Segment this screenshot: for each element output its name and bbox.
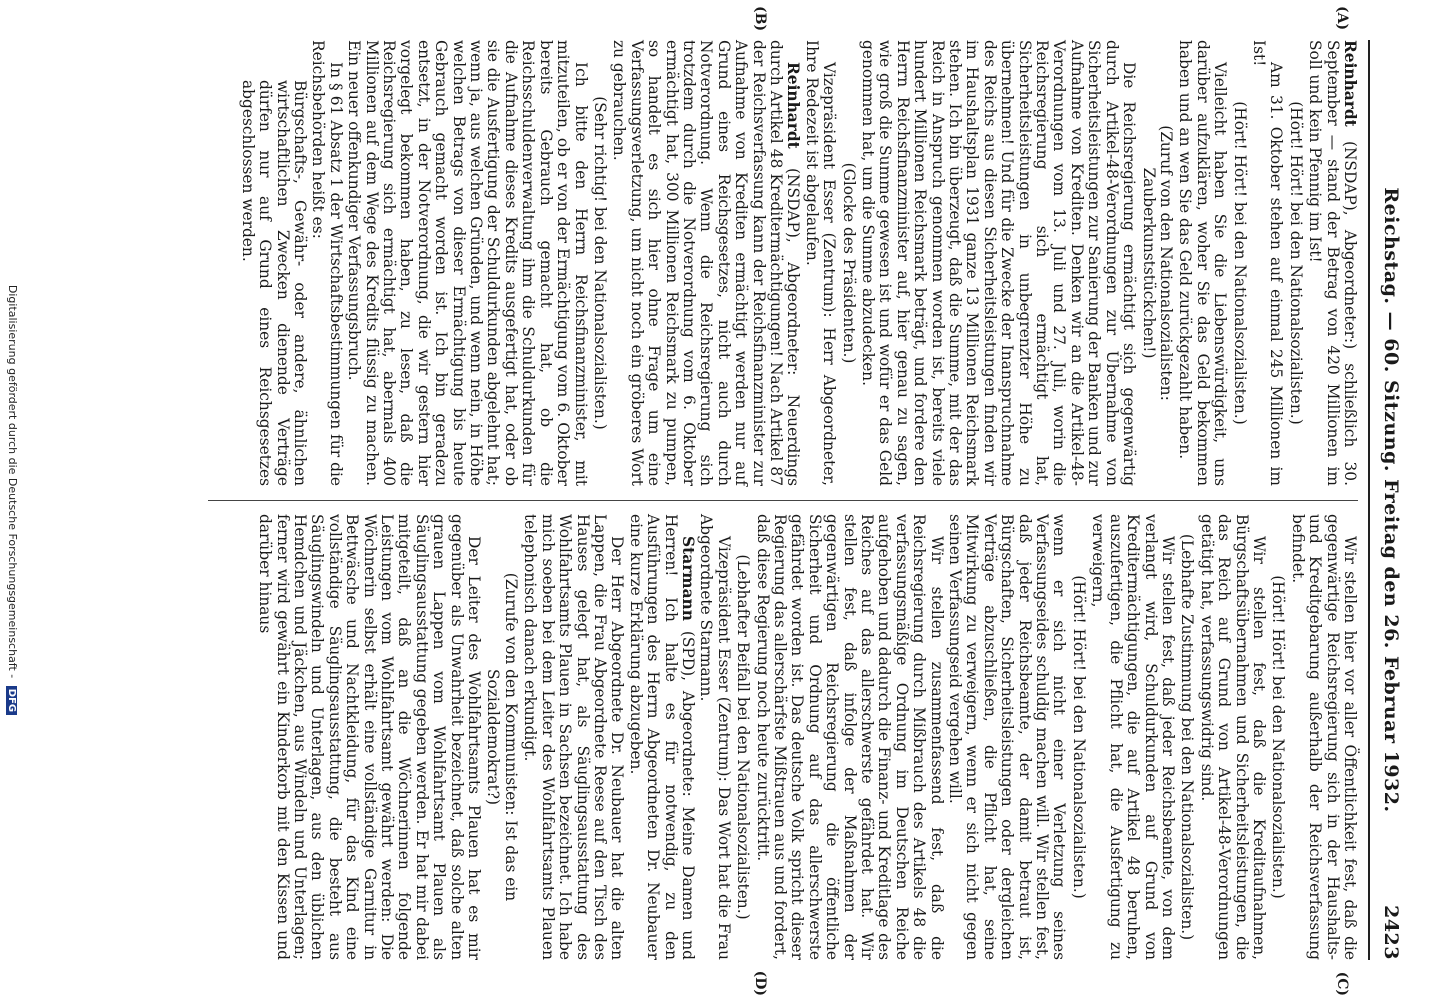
speaker-name: Starmann bbox=[678, 536, 697, 621]
paragraph-text: (NSDAP), Abgeordneter:) schließlich 30. September — stand der Betrag von 420 Millionen im Soll und kein Pfennig im Ist! bbox=[1306, 40, 1359, 486]
margin-mark-a: (A) bbox=[1334, 6, 1350, 31]
paragraph bbox=[309, 40, 344, 486]
paragraph bbox=[1176, 40, 1228, 486]
paragraph-text: (Hört! Hört! bei den Nationalsozialisten.) bbox=[1230, 101, 1249, 425]
paragraph bbox=[859, 40, 1138, 486]
paragraph bbox=[1288, 514, 1358, 960]
speaker-name: Reinhardt bbox=[784, 62, 803, 149]
interjection bbox=[1230, 40, 1247, 486]
paragraph-text: Wir stellen hier vor aller Öffentlichkeit fest, daß die gegenwärtige Reichsregierung sich in der Haushalts- und Kreditgebarung außerhalb der Reichsverfassung befindet. bbox=[1288, 514, 1359, 960]
margin-mark-d: (D) bbox=[752, 970, 768, 996]
right-column bbox=[208, 514, 1358, 960]
paragraph-text: (Zurufe von den Kommunisten: Ist das ein Sozialdemokrat?) bbox=[484, 572, 520, 902]
paragraph-text: (Hört! Hört! bei den Nationalsozialisten.) bbox=[1069, 575, 1088, 899]
paragraph-text: Wir stellen fest, daß die Kreditaufnahmen, Bürgschaftsübernahmen und Sicherheitsleistungen, die das Reich auf Grund von Artikel-48-Verordnungen getätigt hat, verfassungswidrig sind. bbox=[1197, 514, 1268, 960]
paragraph-text: In § 61 Absatz 1 der Wirtschaftsbestimmungen für die Reichsbehörden heißt es: bbox=[309, 40, 345, 486]
margin-mark-c: (C) bbox=[1334, 971, 1350, 996]
paragraph bbox=[1089, 514, 1176, 960]
paragraph bbox=[1197, 514, 1267, 960]
paragraph bbox=[1306, 40, 1358, 486]
interjection bbox=[1286, 40, 1303, 486]
paragraph bbox=[753, 514, 944, 960]
left-column bbox=[208, 40, 1358, 486]
paragraph-text: (Hört! Hört! bei den Nationalsozialisten.) bbox=[1286, 101, 1305, 425]
paragraph-text: (SPD), Abgeordnete: Meine Damen und Herren! Ich halte es für notwendig, zu den Ausführungen des Herrn Abgeordneten Dr. Neubauer eine kurze Erklärung abzugeben. bbox=[626, 514, 697, 960]
paragraph-text: Die Reichsregierung ermächtigt sich gegenwärtig durch Artikel-48-Verordnungen zur Übernahme von Sicherheitsleistungen zur Sanierung der Banken und zur Aufnahme von Krediten. Denken wir an die Artikel-48-Verordnungen vom 13. Juli und 27. Juli, worin die Reichsregierung sich ermächtigt hat, Sicherheitsleistungen in unbegrenzter Höhe zu übernehmen! Und für die Zwecke der Inanspruchnahme des Reichs aus diesen Sicherheitsleistungen finden wir im Haushaltsplan 1931 ganze 13 Millionen Reichsmark stehen. Ich bin überzeugt, daß die Summe, mit der das Reich in Anspruch genommen worden ist, bereits viele hundert Millionen Reichsmark beträgt, und fordere den Herrn Reichsfinanzminister auf, hier genau zu sagen, wie groß die Summe gewesen ist und wofür er das Geld genommen hat, um die Summe abzudecken. bbox=[859, 40, 1139, 486]
paragraph bbox=[697, 514, 732, 960]
paragraph bbox=[238, 40, 308, 486]
paragraph-text: Vielleicht haben Sie die Liebenswürdigkeit, uns darüber aufzuklären, woher Sie das Geld bekommen haben und an wen Sie das Geld zurückgezahlt haben. bbox=[1176, 40, 1230, 486]
paragraph bbox=[521, 514, 625, 960]
paragraph-text: Vizepräsident Esser (Zentrum): Herr Abgeordneter, Ihre Redezeit ist abgelaufen. bbox=[802, 40, 839, 486]
paragraph-text: Bürgschafts-, Gewähr- oder andere, ähnlichen wirtschaftlichen Zwecken dienende Verträge dürfen nur auf Grund eines Reichsgesetzes abgeschlossen werden. bbox=[238, 80, 310, 486]
paragraph-text: (Lebhafte Zustimmung bei den Nationalsozialisten.) bbox=[1178, 533, 1197, 941]
interjection bbox=[1178, 514, 1195, 960]
interjection bbox=[1269, 514, 1286, 960]
paragraph bbox=[626, 514, 696, 960]
paragraph bbox=[946, 514, 1068, 960]
paragraph-text: Ich bitte den Herrn Reichsfinanzminister, mit mitzuteilen, ob er von der Ermächtigung vom 6. Oktober bereits Gebrauch gemacht hat, ob die Reichsschuldenverwaltung ihm die Schuldurkunden für die Aufnahme dieses Kredits ausgefertigt hat, oder ob sie die Ausfertigung der Schuldurkunden abgelehnt hat; wenn ja, aus welchen Gründen, und wenn nein, in Höhe welchen Betrags von dieser Ermächtigung bis heute Gebrauch gemacht worden ist. Ich bin geradezu entsetzt, in der Notverordnung, die wir gestern hier vorgelegt bekommen haben, zu lesen, daß die Reichsregierung sich ermächtigt hat, abermals 400 Millionen auf dem Wege des Kredits flüssig zu machen. Ein neuer offenkundiger Verfassungsbruch. bbox=[345, 40, 590, 486]
dfg-logo: DFG bbox=[6, 686, 17, 715]
paragraph-text: (Glocke des Präsidenten.) bbox=[839, 162, 858, 364]
interjection bbox=[734, 514, 751, 960]
paragraph bbox=[802, 40, 837, 486]
paragraph-text: Wir stellen fest, daß jeder Reichsbeamte, von dem verlangt wird, Schuldurkunden auf Grund von Kreditermächtigungen, die auf Artikel 48 beruhen, auszufertigen, die Pflicht hat, die Ausfertigung zu verweigern, bbox=[1089, 514, 1177, 960]
paragraph-text: wenn er sich nicht einer Verletzung seines Verfassungseides schuldig machen will. Wir stellen fest, daß jeder Reichsbeamte, der damit betraut ist, Bürgschaften, Sicherheitsleistungen oder dergleichen Verträge abzuschließen, die Pflicht hat, seine Mitwirkung zu verweigern, wenn er sich nicht gegen seinen Verfassungseid vergehen will. bbox=[946, 514, 1069, 960]
page-number: 2423 bbox=[1380, 905, 1402, 960]
interjection bbox=[1139, 40, 1174, 486]
paragraph-text: (Hört! Hört! bei den Nationalsozialisten.) bbox=[1269, 575, 1288, 899]
paragraph bbox=[345, 40, 589, 486]
interjection bbox=[484, 514, 519, 960]
column-divider bbox=[208, 500, 1358, 501]
paragraph bbox=[256, 514, 482, 960]
paragraph-text: Wir stellen zusammenfassend fest, daß die Reichsregierung durch Mißbrauch des Artikels 48 die verfassungsmäßige Ordnung im Deutschen Reiche aufgehoben und dadurch die Finanz- und Kreditlage des Reiches auf das allerschwerste gefährdet hat. Wir stellen fest, daß infolge der Maßnahmen der gegenwärtigen Reichsregierung die öffentliche Sicherheit und Ordnung auf das allerschwerste gefährdet worden ist. Das deutsche Volk spricht dieser Regierung das allerschärfste Mißtrauen aus und fordert, daß diese Regierung noch heute zurücktritt. bbox=[753, 514, 946, 960]
paragraph-text: (Zuruf von den Nationalsozialisten: Zauberkunststückchen!) bbox=[1139, 125, 1175, 401]
paragraph-text: Vizepräsident Esser (Zentrum): Das Wort hat die Frau Abgeordnete Starmann. bbox=[697, 514, 733, 960]
interjection bbox=[1070, 514, 1087, 960]
paragraph-text: Der Leiter des Wohlfahrtsamts Plauen hat es mir gegenüber als Unwahrheit bezeichnet, daß solche alten grauen Lappen vom Wohlfahrtsamt Plauen als Säuglingsausstattung gegeben werden. Er hat mir dabei mitgeteilt, daß an die Wöchnerinnen folgende Leistungen vom Wohlfahrtsamt gewährt werden: Die Wöchnerin selbst erhält eine vollständige Garnitur in Bettwäsche und Nachtkleidung, für das Kind eine vollständige Säuglingsausstattung, die besteht aus Säuglingswindeln und Unterlagen, aus den üblichen Hemdchen und Jäckchen, aus Windeln und Unterlagen; ferner wird gewährt ein Kinderkorb mit den Kissen und darüber hinaus bbox=[256, 514, 484, 960]
paragraph-text: Der Herr Abgeordnete Dr. Neubauer hat die alten Lappen, die Frau Abgeordnete Reese auf den Tisch des Hauses gelegt hat, als Säuglingsausstattung des Wohlfahrtsamts Plauen in Sachsen bezeichnet. Ich habe mich soeben bei dem Leiter des Wohlfahrtsamts Plauen telephonisch danach erkundigt. bbox=[521, 514, 627, 960]
interjection bbox=[839, 40, 856, 486]
margin-mark-b: (B) bbox=[752, 6, 768, 32]
paragraph-text: (Sehr richtig! bei den Nationalsozialisten.) bbox=[590, 96, 609, 430]
interjection bbox=[591, 40, 608, 486]
footer-credit: Digitalisierung gefördert durch die Deutsche Forschungsgemeinschaft - bbox=[6, 284, 19, 679]
page-header-title: Reichstag. — 60. Sitzung. Freitag den 26. Februar 1932. bbox=[1380, 187, 1402, 813]
page-header bbox=[1370, 40, 1406, 960]
paragraph-text: (Lebhafter Beifall bei den Nationalsozialisten.) bbox=[734, 554, 753, 920]
text-columns bbox=[208, 6, 1359, 996]
speaker-name: Reinhardt bbox=[1341, 40, 1359, 127]
paragraph bbox=[1250, 40, 1285, 486]
paragraph bbox=[610, 40, 801, 486]
page-footer bbox=[6, 0, 19, 1000]
paragraph-text: (NSDAP), Abgeordneter: Neuerdings durch Artikel 48 Kreditermächtigungen! Nach Artikel 87 der Reichsverfassung kann der Reichsfinanzminister zur Aufnahme von Krediten ermächtigt werden nur auf Grund eines Reichsgesetzes, nicht auch durch Notverordnung. Wenn die Reichsregierung sich trotzdem durch die Notverordnung vom 6. Oktober ermächtigt hat, 300 Millionen Reichsmark zu pumpen, so handelt es sich hier ohne Frage um eine Verfassungsverletzung, um nicht noch ein gröberes Wort zu gebrauchen. bbox=[610, 40, 803, 486]
paragraph-text: Am 31. Oktober stehen auf einmal 245 Millionen im Ist! bbox=[1249, 40, 1286, 486]
